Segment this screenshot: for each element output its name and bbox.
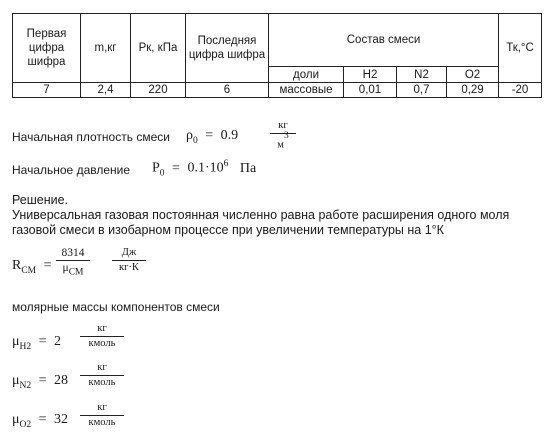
pressure-exponent: 6 <box>223 159 229 169</box>
cell-temperature: -20 <box>499 83 542 98</box>
molar-n2-symbol: μ <box>12 373 20 388</box>
pressure-symbol: P <box>152 160 160 176</box>
molar-n2-equals: = <box>38 373 47 388</box>
rcm-denominator-symbol: μ <box>62 262 69 274</box>
density-equals: = <box>205 128 214 143</box>
data-table <box>12 13 542 98</box>
rcm-unit-denominator: кг·К <box>119 262 139 273</box>
rcm-equals: = <box>43 258 52 273</box>
molar-o2-equals: = <box>38 412 47 427</box>
rcm-symbol: R <box>12 258 22 273</box>
molar-h2-symbol: μ <box>12 334 20 349</box>
cell-mass: 2,4 <box>81 83 131 98</box>
cell-last-digit: 6 <box>186 83 269 98</box>
density-symbol: ρ <box>186 128 193 143</box>
solution-title: Решение. <box>12 193 69 207</box>
molar-o2-lhs <box>12 412 68 430</box>
molar-o2-symbol: μ <box>12 412 20 427</box>
molar-h2-subscript: H2 <box>19 341 32 352</box>
header-h2: H2 <box>344 67 397 83</box>
pressure-value: 0.1·10 <box>187 160 224 176</box>
density-unit-exponent: 3 <box>283 131 289 141</box>
molar-h2-unit-numerator: кг <box>97 323 107 334</box>
pressure-equals: = <box>172 160 180 176</box>
pressure-label: Начальное давление <box>12 163 131 177</box>
molar-o2-value: 32 <box>54 412 69 427</box>
solution-text-line-2: газовой смеси в изобарном процессе при увеличении температуры на 1°К <box>12 223 444 237</box>
molar-n2-value: 28 <box>54 373 69 388</box>
molar-n2-unit <box>80 362 124 389</box>
molar-o2-unit-numerator: кг <box>97 402 107 413</box>
molar-n2-unit-numerator: кг <box>97 362 107 373</box>
cell-fractions: массовые <box>269 83 344 98</box>
header-mass: m,кг <box>81 14 131 83</box>
header-temperature: Тк,°С <box>499 14 542 83</box>
density-unit-denominator: м <box>277 139 284 151</box>
header-last-digit: Последняя цифра шифра <box>186 14 269 83</box>
rcm-unit <box>112 247 146 274</box>
density-formula <box>186 128 238 146</box>
density-label: Начальная плотность смеси <box>12 130 170 144</box>
molar-h2-unit-denominator: кмоль <box>88 338 116 349</box>
table-row <box>13 83 542 98</box>
cell-h2: 0,01 <box>344 83 397 98</box>
molar-o2-subscript: O2 <box>19 419 32 430</box>
header-first-digit: Первая цифра шифра <box>13 14 81 83</box>
molar-h2-value: 2 <box>54 334 62 349</box>
rcm-unit-numerator: Дж <box>121 247 137 258</box>
header-pressure: Pк, кПа <box>131 14 186 83</box>
molar-n2-subscript: N2 <box>19 380 32 391</box>
header-n2: N2 <box>397 67 447 83</box>
density-subscript: 0 <box>193 135 198 146</box>
molar-n2-unit-denominator: кмоль <box>88 377 116 388</box>
header-o2: O2 <box>447 67 499 83</box>
rcm-fraction <box>56 247 90 278</box>
molar-label: молярные массы компонентов смеси <box>12 300 220 314</box>
rcm-subscript: CM <box>21 265 37 276</box>
molar-n2-lhs <box>12 373 68 391</box>
pressure-unit: Па <box>239 160 257 176</box>
molar-o2-unit-denominator: кмоль <box>88 417 116 428</box>
molar-o2-unit <box>80 402 124 429</box>
cell-n2: 0,7 <box>397 83 447 98</box>
cell-pressure: 220 <box>131 83 186 98</box>
cell-first-digit: 7 <box>13 83 81 98</box>
header-fractions: доли <box>269 67 344 83</box>
density-unit-numerator: кг <box>278 120 288 131</box>
rcm-numerator: 8314 <box>61 247 85 259</box>
molar-h2-equals: = <box>38 334 47 349</box>
solution-text-line-1: Универсальная газовая постоянная численно равна работе расширения одного моля <box>12 208 510 222</box>
header-composition: Состав смеси <box>269 14 499 67</box>
molar-h2-lhs <box>12 334 61 352</box>
cell-o2: 0,29 <box>447 83 499 98</box>
density-value: 0.9 <box>220 128 239 143</box>
pressure-subscript: 0 <box>159 168 165 179</box>
pressure-formula <box>152 159 256 178</box>
molar-h2-unit <box>80 323 124 350</box>
rcm-denominator-subscript: CM <box>68 267 84 278</box>
density-unit <box>270 120 296 152</box>
rcm-lhs <box>12 258 52 276</box>
